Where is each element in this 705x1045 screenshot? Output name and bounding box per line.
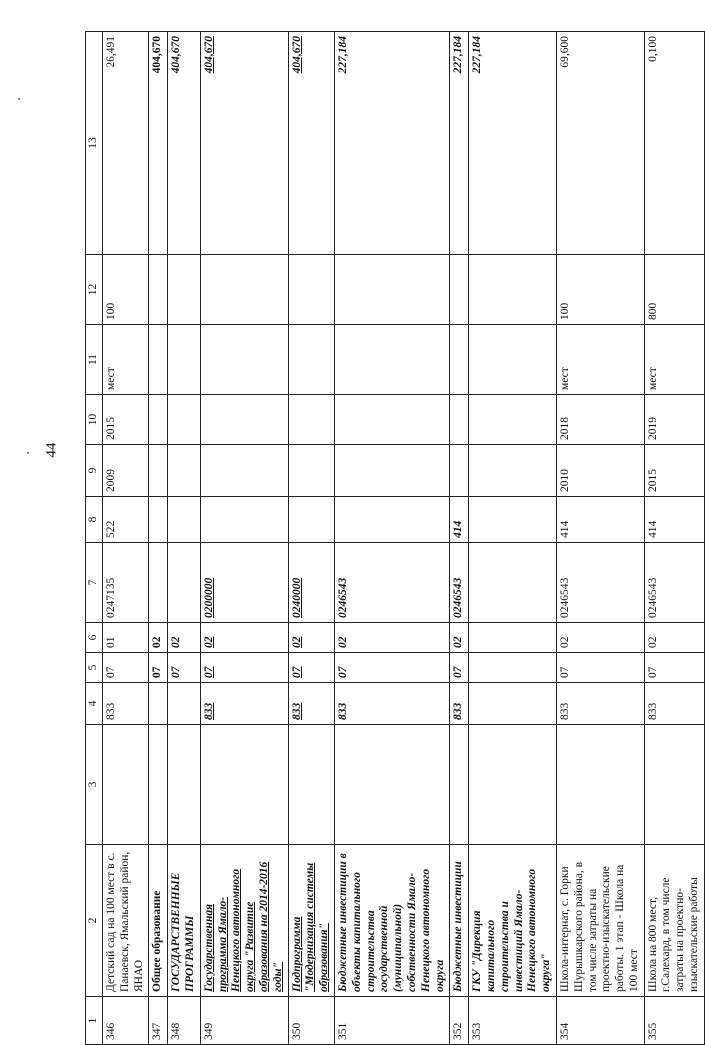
table-cell: Государственная программа Ямало-Ненецкого автономного округа "Развитие образования на 2014-2016 годы" [200,845,288,997]
col-header: 8 [86,497,103,543]
page-number: 44 [43,442,60,458]
col-header: 3 [86,725,103,845]
table-row [556,32,644,1045]
table-cell: Подпрограмма "Модернизация системы образования" [288,845,334,997]
table-cell: 833 [450,683,469,725]
table-cell [288,395,334,445]
table-row [334,32,449,1045]
table-cell: 2009 [103,445,149,497]
table-row [168,32,201,1045]
table-cell [556,725,644,845]
table-cell: 414 [450,497,469,543]
table-cell [168,325,201,395]
table-cell [149,725,168,845]
rotated-table-wrapper [85,32,701,1045]
table-cell: 0200000 [200,543,288,623]
table-cell [469,725,557,845]
table-cell [200,445,288,497]
table-cell: 100 [556,255,644,325]
budget-table [85,31,705,1045]
table-cell [200,725,288,845]
table-cell [168,445,201,497]
table-row [288,32,334,1045]
table-cell: 404,670 [288,32,334,255]
table-cell: 07 [200,653,288,683]
table-cell [644,725,704,845]
table-cell [334,497,449,543]
table-cell: 2018 [556,395,644,445]
table-cell [469,653,557,683]
table-cell: Детский сад на 100 мест в с. Панаевск, Ямальский район, ЯНАО [103,845,149,997]
table-cell [168,395,201,445]
table-cell: 07 [103,653,149,683]
table-cell [334,445,449,497]
table-cell: мест [103,325,149,395]
table-row [644,32,704,1045]
table-cell: 354 [556,997,644,1045]
table-cell: 2019 [644,395,704,445]
table-cell: 02 [450,623,469,653]
table-cell [168,725,201,845]
table-cell [149,445,168,497]
table-cell: Бюджетные инвестиции в объекты капитального строительства государственной (муниципальной) собственности Ямало-Ненецкого автономного округа [334,845,449,997]
table-cell: 02 [556,623,644,653]
table-row [469,32,557,1045]
table-cell: 2015 [644,445,704,497]
table-cell [450,395,469,445]
col-header: 6 [86,623,103,653]
table-cell [469,445,557,497]
table-cell: 0240000 [288,543,334,623]
table-cell [149,497,168,543]
table-cell: Бюджетные инвестиции [450,845,469,997]
table-cell: 347 [149,997,168,1045]
table-cell [149,683,168,725]
header-row [86,32,103,1045]
table-cell [288,325,334,395]
table-cell [450,725,469,845]
table-cell: 227,184 [469,32,557,255]
table-cell [168,255,201,325]
table-cell [469,325,557,395]
table-row [450,32,469,1045]
table-cell [168,543,201,623]
table-cell [103,725,149,845]
table-cell [149,395,168,445]
table-cell [469,623,557,653]
scan-speck [18,98,20,100]
col-header: 2 [86,845,103,997]
table-cell [200,395,288,445]
table-cell: 414 [644,497,704,543]
table-cell [469,543,557,623]
table-cell: 414 [556,497,644,543]
table-cell: 69,600 [556,32,644,255]
table-cell: 404,670 [149,32,168,255]
table-cell: 833 [200,683,288,725]
table-cell: 02 [334,623,449,653]
table-cell: Общее образование [149,845,168,997]
table-cell [450,325,469,395]
col-header: 10 [86,395,103,445]
table-cell: 404,670 [168,32,201,255]
table-cell: ГКУ "Дирекция капитального строительства и инвестиций Ямало-Ненецкого автономного округа" [469,845,557,997]
col-header: 9 [86,445,103,497]
table-cell: 404,670 [200,32,288,255]
table-cell: 349 [200,997,288,1045]
table-cell [469,683,557,725]
table-cell [450,445,469,497]
table-cell: 26,491 [103,32,149,255]
table-cell: 02 [200,623,288,653]
table-cell: 351 [334,997,449,1045]
table-cell: 833 [103,683,149,725]
table-cell: 07 [556,653,644,683]
table-cell: 02 [644,623,704,653]
col-header: 12 [86,255,103,325]
table-cell: 2010 [556,445,644,497]
table-cell [469,255,557,325]
col-header: 13 [86,32,103,255]
table-cell: 352 [450,997,469,1045]
table-cell: мест [644,325,704,395]
table-cell: 02 [288,623,334,653]
table-cell: 353 [469,997,557,1045]
table-cell: 07 [450,653,469,683]
table-cell [149,543,168,623]
table-cell: 2015 [103,395,149,445]
scan-speck [27,452,29,454]
table-cell: Школа-интернат, с. Горки Шурышкарского района, в том числе затраты на проектно-изыскательские работы. 1 этап - Школа на 100 мест [556,845,644,997]
table-cell [288,445,334,497]
col-header: 5 [86,653,103,683]
table-row [200,32,288,1045]
table-cell: 07 [644,653,704,683]
table-cell: 07 [334,653,449,683]
table-cell: 07 [168,653,201,683]
table-cell: 0247135 [103,543,149,623]
table-cell: 0246543 [450,543,469,623]
col-header: 1 [86,997,103,1045]
table-cell [288,497,334,543]
table-cell: 0246543 [556,543,644,623]
table-cell [450,255,469,325]
table-cell [334,255,449,325]
table-cell: 350 [288,997,334,1045]
table-cell: 833 [556,683,644,725]
table-cell [334,325,449,395]
table-cell: 833 [334,683,449,725]
table-row [103,32,149,1045]
table-cell [149,255,168,325]
table-cell: 355 [644,997,704,1045]
table-cell: 07 [288,653,334,683]
table-cell [149,325,168,395]
table-cell [200,497,288,543]
table-cell: 348 [168,997,201,1045]
table-cell: 02 [168,623,201,653]
table-cell [334,395,449,445]
table-cell [200,255,288,325]
table-cell [469,497,557,543]
table-cell [469,395,557,445]
table-cell [200,325,288,395]
table-cell: Школа на 800 мест, г.Салехард, в том числе затраты на проектно-изыскательские работы [644,845,704,997]
table-cell: 227,184 [450,32,469,255]
table-cell: 346 [103,997,149,1045]
col-header: 11 [86,325,103,395]
table-body [86,32,705,1045]
table-cell: 01 [103,623,149,653]
col-header: 7 [86,543,103,623]
table-cell: 0,100 [644,32,704,255]
table-cell: 02 [149,623,168,653]
table-cell [168,497,201,543]
table-cell: 100 [103,255,149,325]
col-header: 4 [86,683,103,725]
table-cell: 07 [149,653,168,683]
table-cell [168,683,201,725]
table-cell: 833 [644,683,704,725]
table-cell: 833 [288,683,334,725]
table-cell: 227,184 [334,32,449,255]
table-cell: 522 [103,497,149,543]
table-cell: 0246543 [334,543,449,623]
table-cell: мест [556,325,644,395]
table-cell [288,725,334,845]
table-cell [288,255,334,325]
table-cell: 0246543 [644,543,704,623]
table-row [149,32,168,1045]
table-cell: 800 [644,255,704,325]
table-cell: ГОСУДАРСТВЕННЫЕ ПРОГРАММЫ [168,845,201,997]
table-cell [334,725,449,845]
